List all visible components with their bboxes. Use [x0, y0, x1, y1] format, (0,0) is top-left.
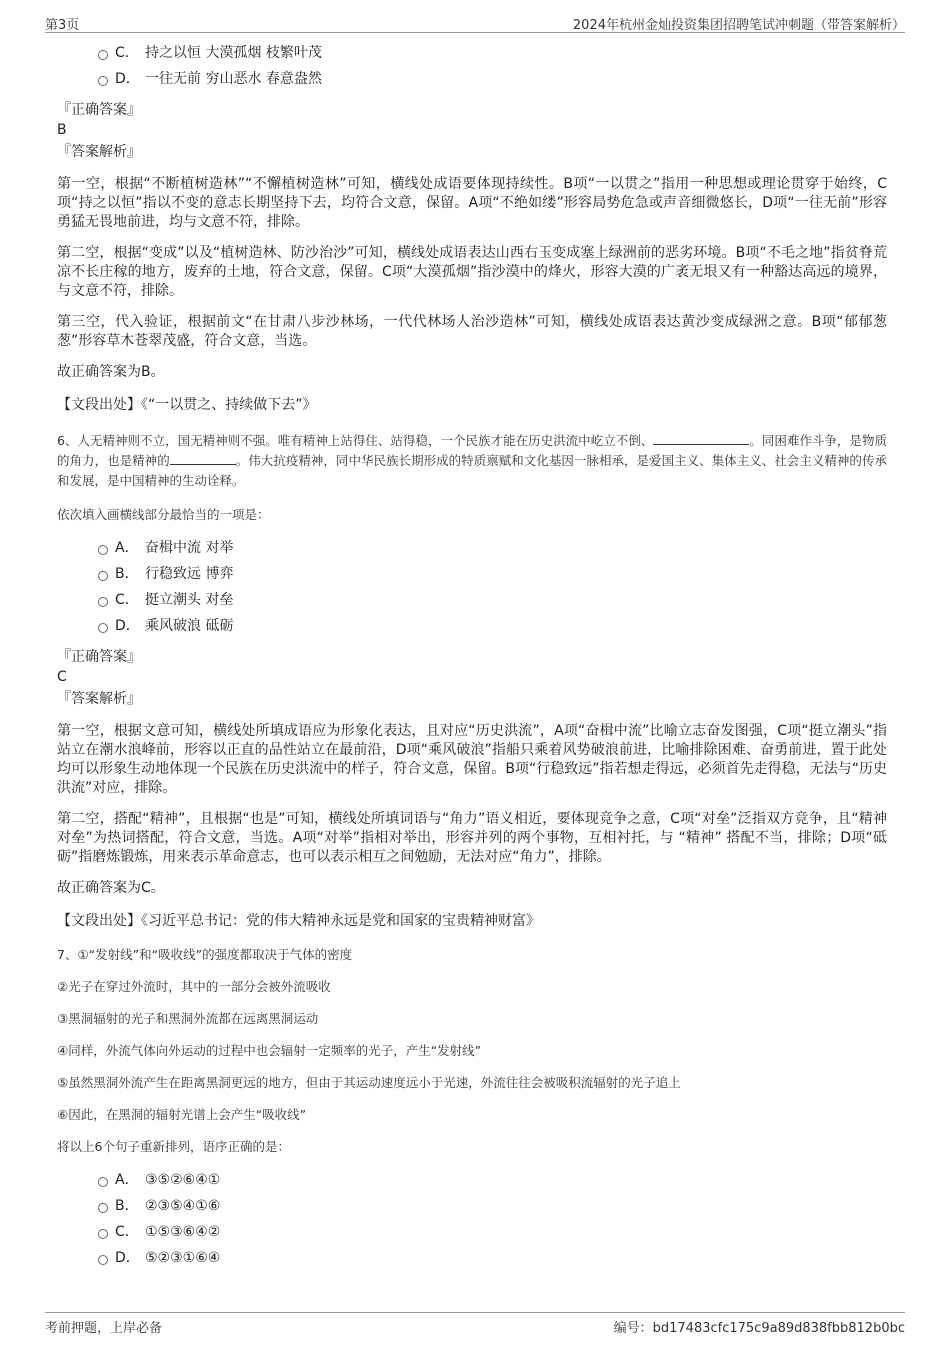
document-title: 2024年杭州金灿投资集团招聘笔试冲刺题（带答案解析）: [572, 18, 905, 33]
analysis-label: 『答案解析』: [57, 144, 141, 160]
option-a[interactable]: A． 奋楫中流 对举: [57, 535, 887, 561]
radio-icon[interactable]: [98, 597, 108, 607]
option-c[interactable]: C． ①⑤③⑥④②: [57, 1219, 887, 1245]
analysis-paragraph: 第二空，根据“变成”以及“植树造林、防沙治沙”可知，横线处成语表达山西右玉变成塞上绿洲前的恶劣环境。B项“不毛之地”指贫脊荒凉不长庄稼的地方，废弃的土地，符合文意，保留。C项“大漠孤烟”指沙漠中的烽火，形容大漠的广袤无垠又有一种豁达高远的境界，与文意不符，排除。: [57, 245, 887, 299]
question-7-sentence: ②光子在穿过外流时，其中的一部分会被外流吸收: [57, 979, 331, 994]
question-prompt: 将以上6个句子重新排列，语序正确的是：: [57, 1139, 290, 1154]
document-id: 编号：bd17483cfc175c9a89d838fbb812b0bc: [613, 1321, 905, 1336]
footer-slogan: 考前押题，上岸必备: [45, 1321, 163, 1336]
q7-options: [57, 1167, 887, 1271]
question-7-sentence: ⑤虽然黑洞外流产生在距离黑洞更远的地方，但由于其运动速度远小于光速，外流往往会被吸积流辐射的光子追上: [57, 1075, 681, 1090]
answer-label: 『正确答案』: [57, 102, 141, 118]
option-d[interactable]: D． 乘风破浪 砥砺: [57, 613, 887, 639]
question-7-sentence: ④同样，外流气体向外运动的过程中也会辐射一定频率的光子，产生“发射线”: [57, 1043, 482, 1058]
answer-value: C: [57, 669, 67, 685]
radio-icon[interactable]: [98, 1255, 108, 1265]
analysis-conclusion: 故正确答案为B。: [57, 364, 165, 380]
option-b[interactable]: B． 行稳致远 博弈: [57, 561, 887, 587]
option-b[interactable]: B． ②③⑤④①⑥: [57, 1193, 887, 1219]
page-footer: [45, 1312, 905, 1336]
page-number: 第3页: [45, 18, 80, 33]
fill-blank: [170, 452, 236, 465]
fill-blank: [653, 432, 749, 445]
radio-icon[interactable]: [98, 76, 108, 86]
page-header: [45, 12, 905, 33]
option-c[interactable]: C． 挺立潮头 对垒: [57, 587, 887, 613]
q6-options: [57, 535, 887, 639]
analysis-conclusion: 故正确答案为C。: [57, 880, 165, 896]
option-d[interactable]: D． ⑤②③①⑥④: [57, 1245, 887, 1271]
radio-icon[interactable]: [98, 1203, 108, 1213]
radio-icon[interactable]: [98, 1229, 108, 1239]
option-d[interactable]: D． 一往无前 穷山恶水 春意盎然: [57, 66, 887, 92]
question-6-stem: 6、人无精神则不立，国无精神则不强。唯有精神上站得住、站得稳，一个民族才能在历史洪流中屹立不倒、 。同困难作斗争，是物质的角力，也是精神的 。伟大抗疫精神，同中华民族长期形成的特质禀赋和文化基因一脉相承，是爱国主义、集体主义、社会主义精神的传承和发展，是中国精神的生动诠释。: [57, 433, 887, 488]
radio-icon[interactable]: [98, 1177, 108, 1187]
question-7-sentence: ⑥因此，在黑洞的辐射光谱上会产生“吸收线”: [57, 1107, 307, 1122]
analysis-paragraph: 第二空，搭配“精神”，且根据“也是”可知，横线处所填词语与“角力”语义相近，要体现竞争之意，C项“对垒”泛指双方竞争，且“精神对垒”为热词搭配，符合文意，当选。A项“对举”指相对举出，形容并列的两个事物，互相衬托，与 “精神” 搭配不当，排除；D项“砥砺”指磨炼锻炼，用来表示革命意志，也可以表示相互之间勉励，无法对应“角力”，排除。: [57, 811, 887, 865]
radio-icon[interactable]: [98, 50, 108, 60]
analysis-paragraph: 第三空，代入验证，根据前文“在甘肃八步沙林场，一代代林场人治沙造林”可知，横线处成语表达黄沙变成绿洲之意。B项“郁郁葱葱”形容草木苍翠茂盛，符合文意，当选。: [57, 314, 887, 349]
page-content: [57, 40, 887, 1271]
source-citation: 【文段出处】《习近平总书记：党的伟大精神永远是党和国家的宝贵精神财富》: [57, 913, 540, 929]
question-7-sentence: 7、①“发射线”和“吸收线”的强度都取决于气体的密度: [57, 947, 353, 962]
answer-value: B: [57, 122, 67, 138]
option-a[interactable]: A． ③⑤②⑥④①: [57, 1167, 887, 1193]
analysis-paragraph: 第一空，根据文意可知，横线处所填成语应为形象化表达，且对应“历史洪流”，A项“奋楫中流”比喻立志奋发图强，C项“挺立潮头”指站立在潮水浪峰前，形容以正直的品性站立在最前沿，D项“乘风破浪”指船只乘着风势破浪前进，比喻排除困难、奋勇前进，置于此处均可以形象生动地体现一个民族在历史洪流中的样子，符合文意，保留。B项“行稳致远”指若想走得远，必须首先走得稳，无法与“历史洪流”对应，排除。: [57, 723, 887, 796]
question-7-sentence: ③黑洞辐射的光子和黑洞外流都在远离黑洞运动: [57, 1011, 319, 1026]
question-prompt: 依次填入画横线部分最恰当的一项是：: [57, 507, 270, 522]
analysis-label: 『答案解析』: [57, 691, 141, 707]
answer-label: 『正确答案』: [57, 649, 141, 665]
radio-icon[interactable]: [98, 571, 108, 581]
q5-options: [57, 40, 887, 92]
radio-icon[interactable]: [98, 545, 108, 555]
analysis-paragraph: 第一空，根据“不断植树造林”“不懈植树造林”可知，横线处成语要体现持续性。B项“一以贯之”指用一种思想或理论贯穿于始终，C项“持之以恒”指以不变的意志长期坚持下去，均符合文意，保留。A项“不绝如缕”形容局势危急或声音细微悠长，D项“一往无前”形容勇猛无畏地前进，均与文意不符，排除。: [57, 176, 887, 230]
radio-icon[interactable]: [98, 623, 108, 633]
option-c[interactable]: C． 持之以恒 大漠孤烟 枝繁叶茂: [57, 40, 887, 66]
source-citation: 【文段出处】《“一以贯之、持续做下去”》: [57, 397, 317, 413]
